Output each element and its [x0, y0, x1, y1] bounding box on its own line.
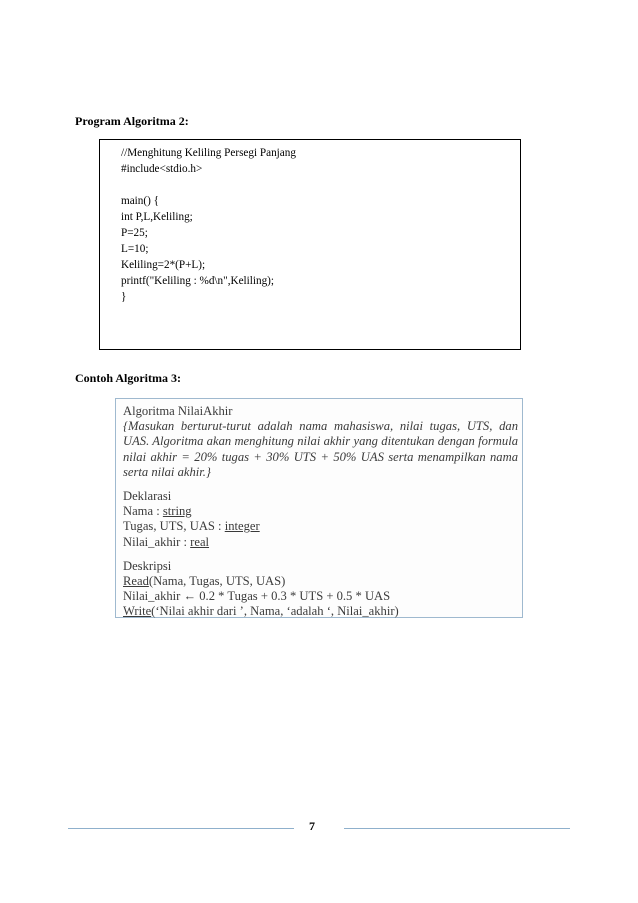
page-number: 7	[309, 819, 315, 833]
code-line	[121, 177, 296, 193]
declaration-line	[123, 535, 518, 550]
code-block	[99, 139, 521, 350]
write-statement	[123, 604, 518, 619]
code-line: Keliling=2*(P+L);	[121, 259, 206, 271]
code-line: P=25;	[121, 227, 148, 239]
read-statement	[123, 574, 518, 589]
code-line: int P,L,Keliling;	[121, 211, 193, 223]
algorithm-figure	[115, 398, 523, 618]
declaration-name: Tugas, UTS, UAS :	[123, 519, 225, 534]
code-lines	[121, 145, 296, 305]
footer-rule-left	[68, 828, 294, 829]
write-keyword: Write	[123, 604, 152, 619]
declaration-type: string	[162, 504, 192, 519]
declaration-name: Nilai_akhir :	[123, 534, 191, 549]
section-heading-contoh-3: Contoh Algoritma 3:	[75, 371, 181, 385]
algorithm-comment: {Masukan berturut-turut adalah nama mahasiswa, nilai tugas, UTS, dan UAS. Algoritma akan menghitung nilai akhir yang ditentukan dengan formula nilai akhir = 20% tugas + 30% UTS + 50% UAS serta menampilkan nama serta nilai akhir.}	[123, 419, 518, 479]
code-line: main() {	[121, 195, 159, 207]
assignment-statement: Nilai_akhir ← 0.2 * Tugas + 0.3 * UTS + 0.5 * UAS	[123, 589, 391, 604]
read-keyword: Read	[123, 574, 149, 589]
declaration-line	[123, 504, 518, 519]
code-line: }	[121, 291, 127, 303]
algorithm-text	[123, 404, 518, 620]
deklarasi-label: Deklarasi	[123, 489, 172, 504]
algorithm-title: Algoritma NilaiAkhir	[123, 404, 233, 418]
read-args: (Nama, Tugas, UTS, UAS)	[148, 574, 286, 589]
code-line: L=10;	[121, 243, 149, 255]
declaration-type: real	[190, 534, 210, 549]
footer-rule-right	[344, 828, 570, 829]
declaration-name: Nama :	[123, 504, 163, 519]
code-line: #include<stdio.h>	[121, 163, 203, 175]
write-args: (‘Nilai akhir dari ’, Nama, ‘adalah ‘, Nilai_akhir)	[151, 604, 399, 619]
code-line: printf("Keliling : %d\n",Keliling);	[121, 275, 274, 287]
declaration-type: integer	[224, 519, 260, 534]
section-heading-program-2: Program Algoritma 2:	[75, 114, 189, 128]
declaration-line	[123, 519, 518, 534]
code-line: //Menghitung Keliling Persegi Panjang	[121, 147, 296, 159]
deskripsi-label: Deskripsi	[123, 558, 172, 573]
